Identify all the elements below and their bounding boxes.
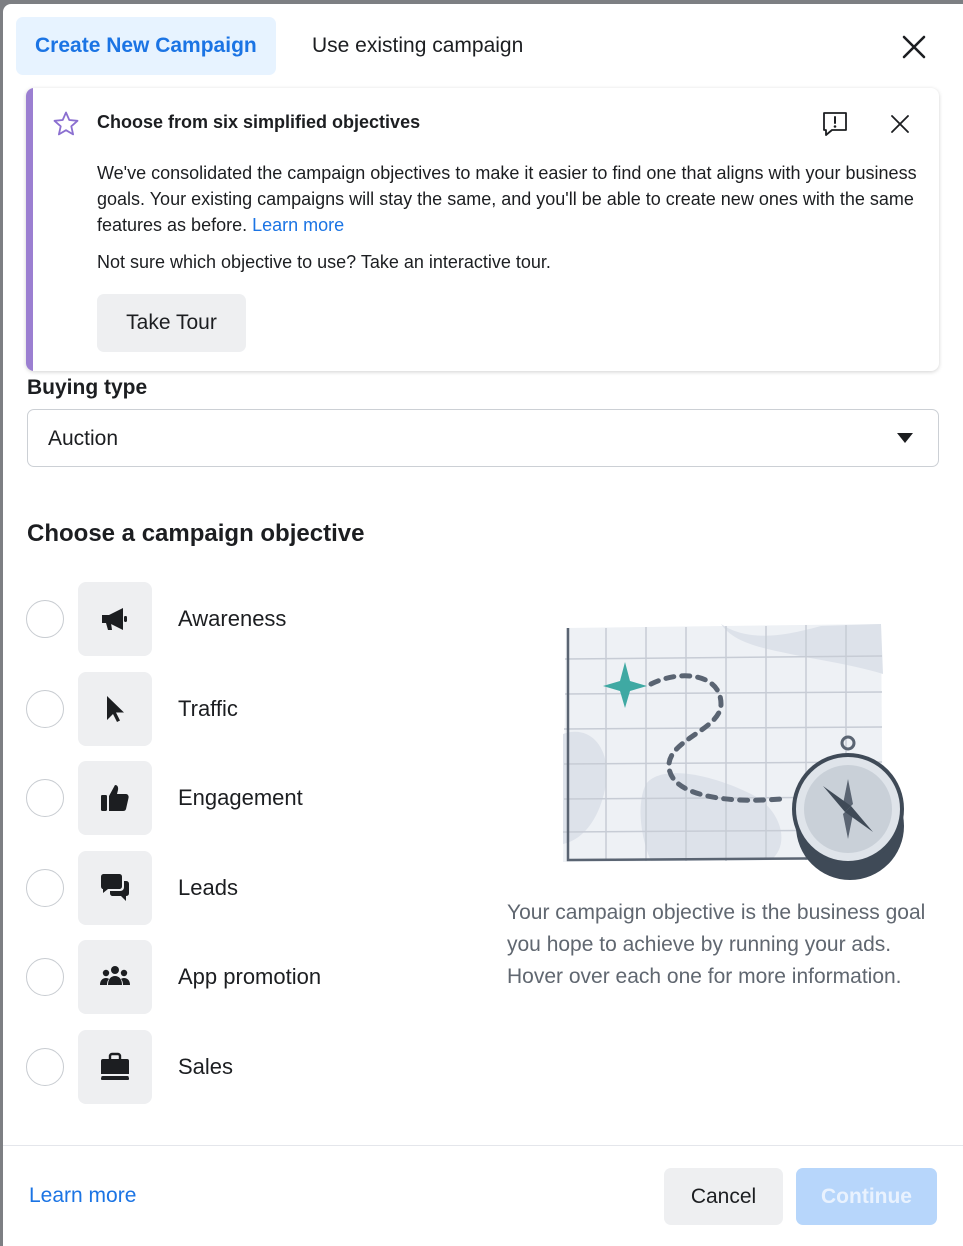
banner-body: [97, 160, 917, 238]
objective-label: Awareness: [178, 606, 287, 631]
objective-heading: Choose a campaign objective: [27, 520, 365, 547]
objective-label: App promotion: [178, 964, 322, 989]
objective-icon-tile: [78, 582, 152, 656]
cursor-icon: [99, 693, 131, 725]
feedback-icon[interactable]: [821, 110, 849, 138]
objective-icon-tile: [78, 672, 152, 746]
objective-label: Engagement: [178, 785, 303, 810]
banner-accent-bar: [26, 88, 33, 371]
objective-icon-tile: [78, 1030, 152, 1104]
info-banner: [26, 88, 939, 371]
take-tour-button[interactable]: Take Tour: [97, 294, 246, 352]
objective-label: Leads: [178, 875, 238, 900]
objective-icon-tile: [78, 851, 152, 925]
objective-description: Your campaign objective is the business goal you hope to achieve by running your ads. Hover over each one for more information.: [507, 901, 926, 988]
map-compass-illustration: [551, 604, 906, 882]
footer-learn-more-link[interactable]: Learn more: [29, 1184, 137, 1207]
briefcase-icon: [98, 1050, 132, 1084]
buying-type-label: Buying type: [27, 376, 148, 399]
continue-button[interactable]: Continue: [796, 1168, 937, 1225]
objective-option-sales[interactable]: [26, 1030, 426, 1104]
radio-sales[interactable]: [26, 1048, 64, 1086]
star-icon: [52, 110, 80, 138]
banner-learn-more-link[interactable]: Learn more: [252, 215, 345, 235]
banner-body-text: We've consolidated the campaign objectives to make it easier to find one that aligns with your business goals. Your existing campaigns will stay the same, and you'll be able to create new ones with the same features as before.: [97, 163, 917, 235]
objective-option-leads[interactable]: [26, 851, 426, 925]
objective-option-traffic[interactable]: [26, 672, 426, 746]
people-icon: [98, 960, 132, 994]
banner-title: Choose from six simplified objectives: [97, 112, 421, 132]
tab-use-existing-campaign[interactable]: [293, 17, 542, 75]
tab-create-new-campaign[interactable]: [16, 17, 276, 75]
banner-close-icon[interactable]: [888, 112, 912, 136]
caret-down-icon: [896, 432, 914, 444]
objective-label: Sales: [178, 1054, 234, 1079]
chat-bubbles-icon: [98, 871, 132, 905]
objective-icon-tile: [78, 761, 152, 835]
objective-option-engagement[interactable]: [26, 761, 426, 835]
tour-prompt: Not sure which objective to use? Take an interactive tour.: [97, 252, 551, 272]
radio-leads[interactable]: [26, 869, 64, 907]
radio-app-promotion[interactable]: [26, 958, 64, 996]
megaphone-icon: [99, 603, 131, 635]
objective-icon-tile: [78, 940, 152, 1014]
close-icon[interactable]: [899, 32, 929, 62]
footer-divider: [3, 1145, 963, 1146]
radio-awareness[interactable]: [26, 600, 64, 638]
thumbs-up-icon: [98, 781, 132, 815]
radio-engagement[interactable]: [26, 779, 64, 817]
buying-type-value: Auction: [48, 427, 119, 450]
objective-label: Traffic: [178, 696, 238, 721]
buying-type-select[interactable]: [27, 409, 939, 467]
tab-create-label: Create New Campaign: [35, 34, 257, 57]
tab-existing-label: Use existing campaign: [312, 34, 524, 57]
cancel-button[interactable]: Cancel: [664, 1168, 783, 1225]
objective-option-awareness[interactable]: [26, 582, 426, 656]
objective-option-app-promotion[interactable]: [26, 940, 426, 1014]
radio-traffic[interactable]: [26, 690, 64, 728]
create-campaign-dialog: [3, 4, 963, 1246]
